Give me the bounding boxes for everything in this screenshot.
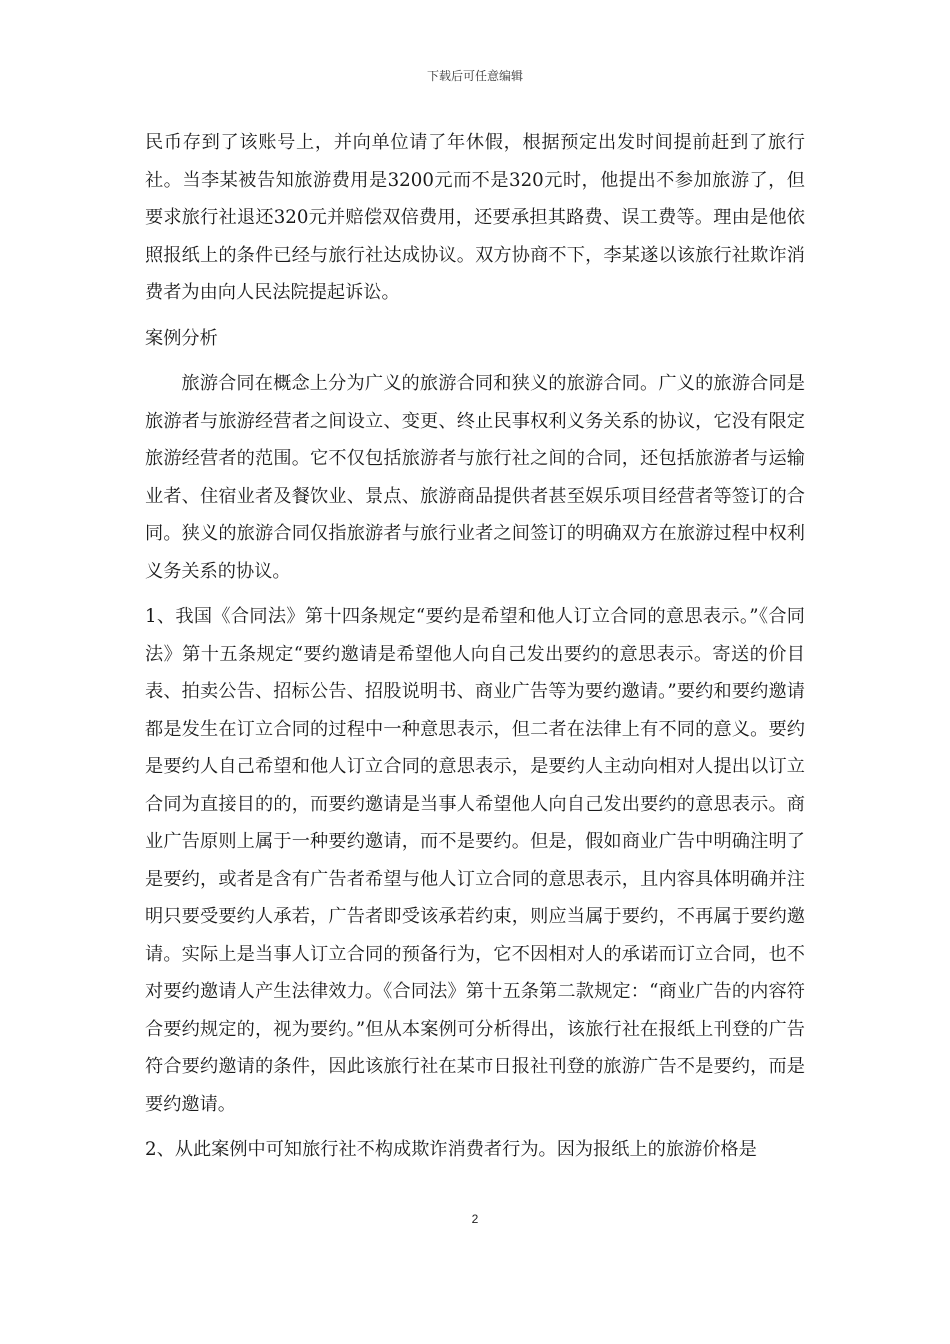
paragraph-point-1-offer-invitation: 1、我国《合同法》第十四条规定“要约是希望和他人订立合同的意思表示。”《合同法》第十五条规定“要约邀请是希望他人向自己发出要约的意思表示。寄送的价目表、拍卖公告、招标公告、招股说明书、商业广告等为要约邀请。”要约和要约邀请都是发生在订立合同的过程中一种意思表示，但二者在法律上有不同的意义。要约是要约人自己希望和他人订立合同的意思表示，是要约人主动向相对人提出以订立合同为直接目的的，而要约邀请是当事人希望他人向自己发出要约的意思表示。商业广告原则上属于一种要约邀请，而不是要约。但是，假如商业广告中明确注明了是要约，或者是含有广告者希望与他人订立合同的意思表示，且内容具体明确并注明只要受要约人承若，广告者即受该承若约束，则应当属于要约，不再属于要约邀请。实际上是当事人订立合同的预备行为，它不因相对人的承诺而订立合同，也不对要约邀请人产生法律效力。《合同法》第十五条第二款规定：“商业广告的内容符合要约规定的，视为要约。”但从本案例可分析得出，该旅行社在报纸上刊登的广告符合要约邀请的条件，因此该旅行社在某市日报社刊登的旅游广告不是要约，而是要约邀请。: [145, 606, 805, 1115]
paragraph-travel-contract-definition: 旅游合同在概念上分为广义的旅游合同和狭义的旅游合同。广义的旅游合同是旅游者与旅游经营者之间设立、变更、终止民事权利义务关系的协议，它没有限定旅游经营者的范围。它不仅包括旅游者与旅行社之间的合同，还包括旅游者与运输业者、住宿业者及餐饮业、景点、旅游商品提供者甚至娱乐项目经营者等签订的合同。狭义的旅游合同仅指旅游者与旅行业者之间签订的明确双方在旅游过程中权利义务关系的协议。: [145, 373, 805, 582]
page-header: 下载后可任意编辑: [426, 69, 523, 83]
section-heading-case-analysis: 案例分析: [145, 327, 218, 349]
paragraph-case-continuation: 民币存到了该账号上，并向单位请了年休假，根据预定出发时间提前赶到了旅行社。当李某被告知旅游费用是3200元而不是320元时，他提出不参加旅游了，但要求旅行社退还320元并赔偿双倍费用，还要承担其路费、误工费等。理由是他依照报纸上的条件已经与旅行社达成协议。双方协商不下，李某遂以该旅行社欺诈消费者为由向人民法院提起诉讼。: [145, 132, 805, 303]
page-number: 2: [471, 1212, 479, 1226]
document-body: [145, 124, 805, 1169]
paragraph-point-2-no-fraud: 2、从此案例中可知旅行社不构成欺诈消费者行为。因为报纸上的旅游价格是: [145, 1139, 757, 1160]
